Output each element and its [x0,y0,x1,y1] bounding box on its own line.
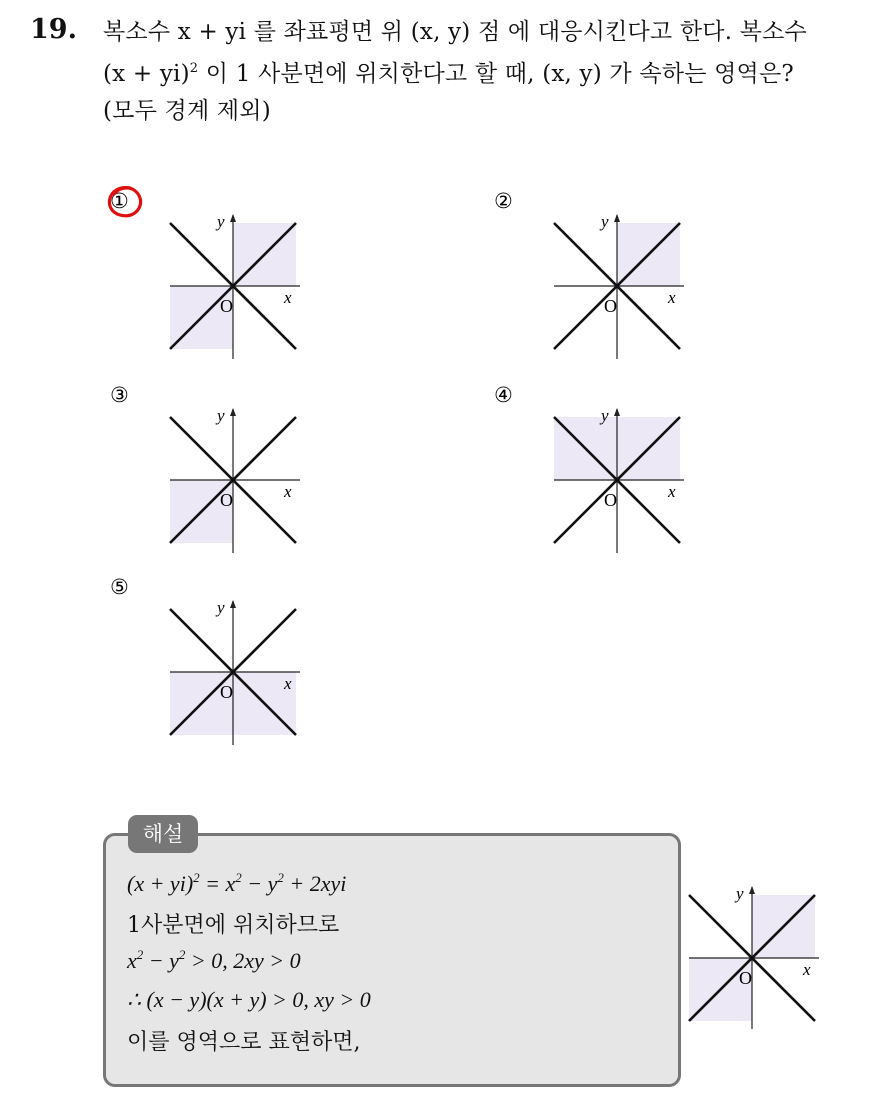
origin-label: O [739,968,752,988]
y-axis-arrow [230,408,236,416]
x-axis-label: x [284,674,292,693]
origin-label: O [220,296,233,316]
solution-line-4: ∴ (x − y)(x + y) > 0, xy > 0 [127,987,371,1012]
option-4[interactable] [484,374,684,559]
graph-svg [670,870,870,1055]
y-axis-arrow [749,886,755,894]
y-axis-label: y [601,406,609,425]
sol-l3-c: > 0, 2xy > 0 [185,948,301,973]
option-3[interactable] [100,374,300,559]
question-line-3: (모두 경계 제외) [103,98,271,124]
option-5[interactable] [100,566,300,751]
option-2[interactable] [484,180,684,365]
sol-l3-exp1: 2 [136,947,144,962]
sol-l3-a: x [127,948,137,973]
question-exponent: 2 [189,61,199,76]
solution-line-2: 1사분면에 위치하므로 [127,913,340,938]
y-axis-arrow [230,214,236,222]
sol-l1-a: (x + yi) [127,871,194,896]
y-axis-arrow [230,600,236,608]
sol-l1-exp3: 2 [277,870,284,885]
question-line-1: 복소수 x + yi 를 좌표평면 위 (x, y) 점 에 대응시킨다고 한다. 복소수 [103,19,807,45]
question-line-2-text: 이 1 사분면에 위치한다고 할 때, (x, y) 가 속하는 영역은? [198,61,794,87]
solution-line-3 [127,948,301,974]
x-axis-label: x [668,288,676,307]
graph-svg [100,374,300,559]
option-label: ⑤ [110,575,129,599]
graph-svg [484,374,684,559]
sol-l1-exp1: 2 [193,870,200,885]
origin-label: O [604,296,617,316]
question-line-2 [103,55,794,88]
y-axis-label: y [217,598,225,617]
y-axis-label: y [217,212,225,231]
option-1[interactable] [100,180,300,365]
option-label: ② [494,189,513,213]
x-axis-label: x [668,482,676,501]
sol-l3-b: − y [143,948,179,973]
sol-l3-exp2: 2 [178,947,186,962]
y-axis-label: y [217,406,225,425]
x-axis-label: x [284,288,292,307]
sol-l1-b: = x [199,871,236,896]
graph-svg [484,180,684,365]
graph-svg [100,566,300,751]
x-axis-label: x [284,482,292,501]
sol-l1-d: + 2xyi [283,871,347,896]
sol-l1-c: − y [241,871,278,896]
option-label: ③ [110,383,129,407]
y-axis-arrow [614,408,620,416]
solution-line-5: 이를 영역으로 표현하면, [127,1030,361,1055]
y-axis-arrow [614,214,620,222]
x-axis-label: x [803,960,811,979]
y-axis-label: y [601,212,609,231]
y-axis-label: y [736,884,744,903]
solution-line-1 [127,871,346,897]
origin-label: O [604,490,617,510]
question-expr: (x + yi) [103,61,190,87]
option-label: ① [110,189,129,213]
solution-tab: 해설 [128,815,198,853]
question-number: 19. [30,14,77,45]
origin-label: O [220,490,233,510]
origin-label: O [220,682,233,702]
solution-graph [670,870,870,1055]
option-label: ④ [494,383,513,407]
graph-svg [100,180,300,365]
sol-l1-exp2: 2 [235,870,242,885]
